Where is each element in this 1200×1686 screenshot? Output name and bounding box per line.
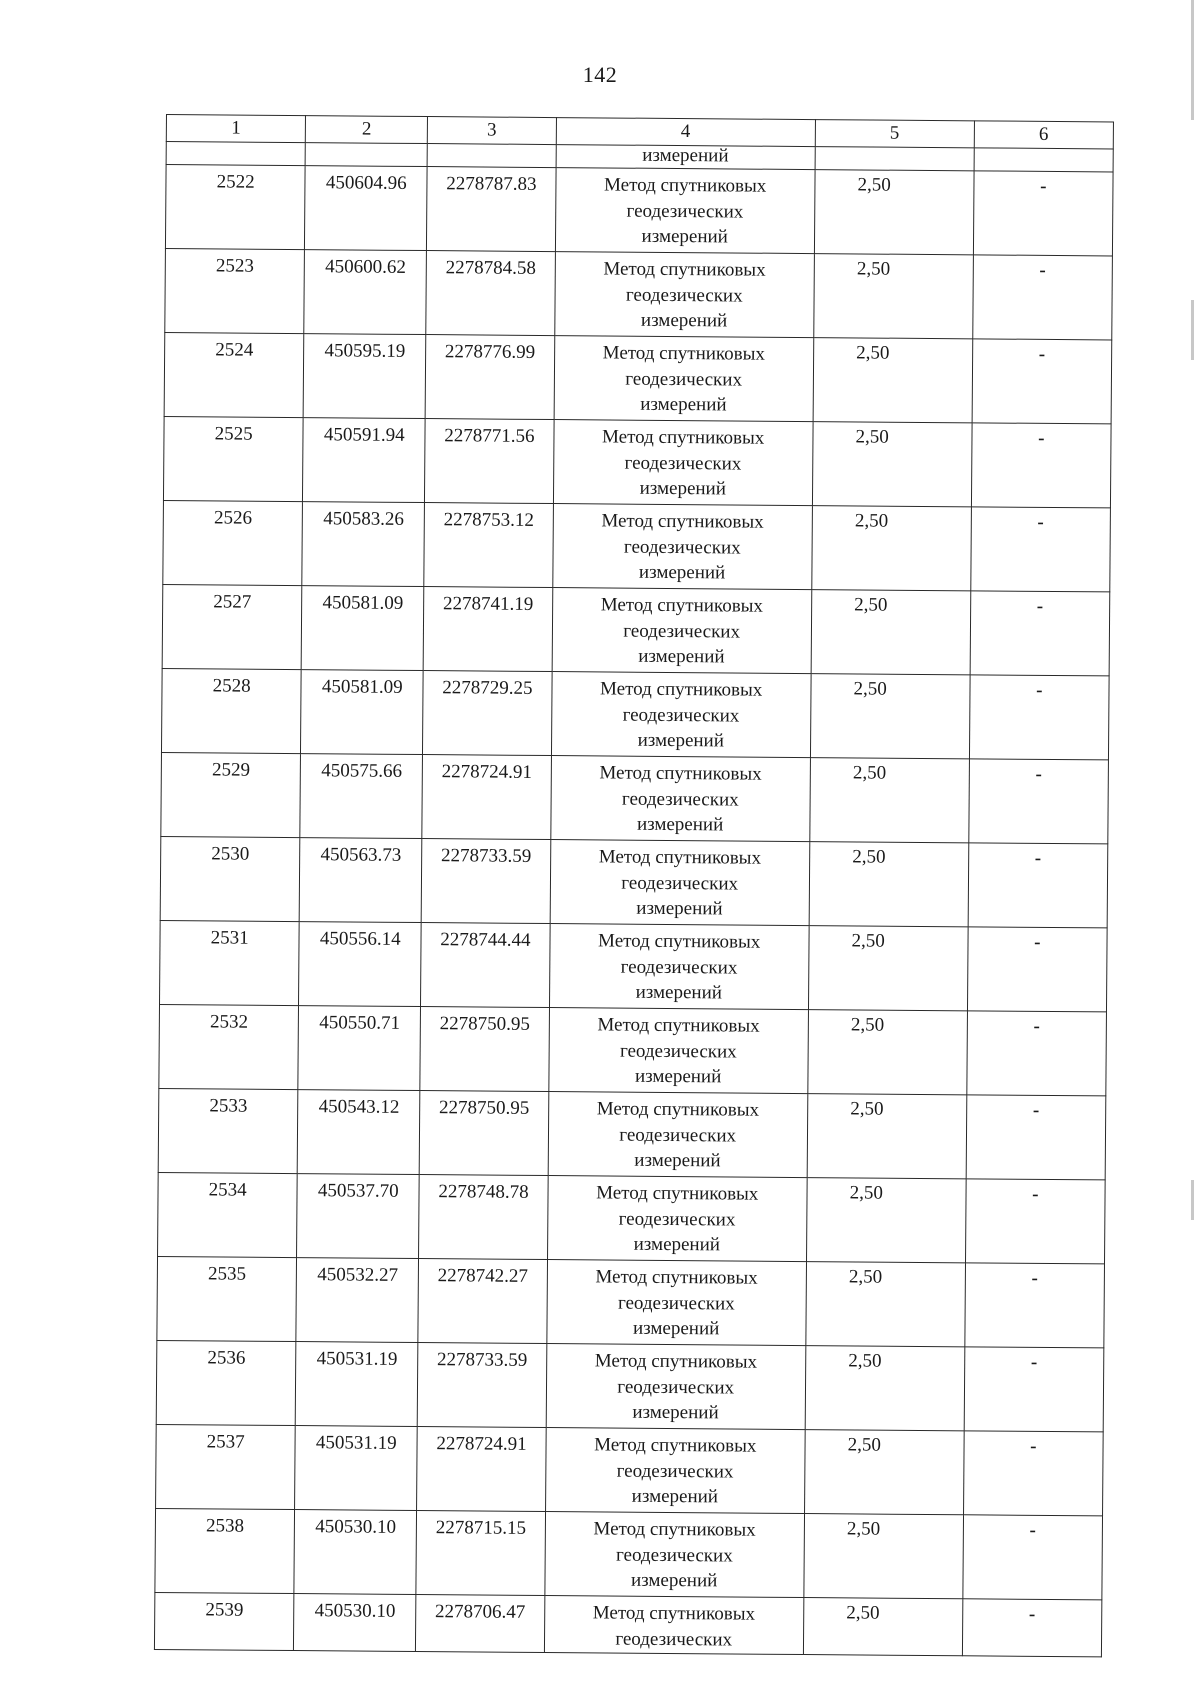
note-cell: - (962, 1599, 1102, 1657)
accuracy-cell: 2,50 (812, 506, 972, 591)
method-cell (544, 1596, 804, 1655)
y-coordinate-cell: 2278776.99 (425, 335, 554, 420)
table-row (158, 1172, 1106, 1263)
method-line: Метод спутниковых (599, 762, 762, 785)
x-coordinate-cell: 450537.70 (297, 1174, 420, 1259)
accuracy-cell: 2,50 (805, 1346, 965, 1431)
method-cell (547, 1176, 807, 1262)
y-coordinate-cell: 2278750.95 (419, 1091, 548, 1176)
note-cell: - (965, 1179, 1105, 1264)
method-line: Метод спутниковых (600, 594, 764, 617)
method-cell-tail: измерений (556, 145, 815, 170)
method-line: измерений (631, 1485, 719, 1508)
note-cell: - (964, 1347, 1104, 1432)
table-row (157, 1256, 1105, 1347)
y-coordinate-cell: 2278715.15 (416, 1511, 545, 1596)
accuracy-cell: 2,50 (806, 1262, 966, 1347)
method-cell (554, 336, 814, 422)
note-cell: - (968, 843, 1108, 928)
point-number-cell: 2538 (155, 1508, 295, 1593)
table-row (156, 1424, 1104, 1515)
method-line: Метод спутниковых (596, 1098, 760, 1121)
method-line: измерений (634, 1149, 721, 1172)
header-cell: 6 (974, 121, 1114, 149)
method-line: Метод спутниковых (598, 846, 762, 869)
method-line: Метод спутниковых (594, 1434, 757, 1457)
accuracy-cell: 2,50 (813, 338, 973, 423)
method-line: геодезических (622, 704, 740, 727)
method-line: Метод спутниковых (601, 426, 765, 449)
scan-edge-mark (1191, 300, 1194, 360)
method-cell (551, 672, 811, 758)
coordinates-table (154, 114, 1114, 1657)
note-cell: - (963, 1515, 1103, 1600)
point-number-cell: 2524 (164, 332, 304, 417)
y-coordinate-cell: 2278784.58 (426, 251, 555, 336)
method-line: измерений (632, 1317, 720, 1340)
empty-cell (974, 148, 1114, 172)
x-coordinate-cell: 450556.14 (299, 922, 422, 1007)
point-number-cell: 2531 (160, 920, 300, 1005)
method-line: геодезических (626, 200, 744, 223)
page-number: 142 (582, 62, 618, 87)
method-line: геодезических (623, 620, 741, 643)
x-coordinate-cell: 450595.19 (303, 334, 426, 419)
note-cell: - (970, 591, 1110, 676)
method-line: геодезических (616, 1460, 734, 1482)
method-line: измерений (636, 813, 724, 836)
method-line: измерений (636, 897, 723, 920)
table-row (165, 248, 1113, 339)
y-coordinate-cell: 2278748.78 (419, 1175, 548, 1260)
header-cell: 2 (306, 116, 428, 144)
table-row (155, 1508, 1103, 1599)
method-line: измерений (635, 981, 723, 1004)
method-cell (546, 1344, 806, 1430)
accuracy-cell: 2,50 (806, 1178, 966, 1263)
note-cell: - (966, 1095, 1106, 1180)
method-cell (554, 252, 814, 338)
table-row (165, 165, 1113, 256)
y-coordinate-cell: 2278733.59 (417, 1343, 546, 1428)
point-number-cell: 2530 (160, 836, 300, 921)
method-cell (549, 924, 809, 1010)
method-cell (547, 1260, 807, 1346)
x-coordinate-cell: 450530.10 (294, 1594, 416, 1652)
note-cell: - (972, 339, 1112, 424)
header-cell: 4 (556, 118, 815, 147)
x-coordinate-cell: 450531.19 (295, 1426, 418, 1511)
x-coordinate-cell: 450600.62 (304, 250, 427, 335)
method-cell (548, 1092, 808, 1178)
method-line: измерений (634, 1065, 722, 1088)
method-line: Метод спутниковых (593, 1518, 756, 1541)
method-cell (550, 840, 810, 926)
method-line: геодезических (615, 1628, 733, 1650)
table-row (163, 416, 1111, 507)
method-line: Метод спутниковых (594, 1350, 758, 1373)
method-line: геодезических (624, 452, 742, 475)
accuracy-cell: 2,50 (808, 1010, 968, 1095)
method-line: измерений (638, 645, 725, 668)
method-line: Метод спутниковых (601, 510, 764, 533)
accuracy-cell: 2,50 (810, 674, 970, 759)
y-coordinate-cell: 2278744.44 (421, 923, 550, 1008)
method-line: измерений (639, 477, 727, 500)
header-cell: 3 (428, 117, 557, 145)
note-cell: - (972, 255, 1112, 340)
method-line: геодезических (619, 1124, 737, 1147)
method-line: Метод спутниковых (602, 342, 766, 365)
y-coordinate-cell: 2278724.91 (417, 1427, 546, 1512)
point-number-cell: 2532 (159, 1004, 299, 1089)
method-line: геодезических (618, 1208, 736, 1231)
y-coordinate-cell: 2278741.19 (423, 587, 552, 672)
method-line: геодезических (620, 956, 738, 979)
accuracy-cell: 2,50 (807, 1094, 967, 1179)
x-coordinate-cell: 450563.73 (299, 838, 422, 923)
method-cell (553, 420, 813, 506)
method-cell (545, 1428, 805, 1514)
x-coordinate-cell: 450604.96 (305, 166, 428, 251)
y-coordinate-cell: 2278724.91 (422, 755, 551, 840)
table-row (159, 1004, 1107, 1095)
accuracy-cell: 2,50 (808, 926, 968, 1011)
empty-cell (166, 142, 306, 166)
y-coordinate-cell: 2278706.47 (416, 1595, 545, 1653)
accuracy-cell: 2,50 (804, 1430, 964, 1515)
point-number-cell: 2525 (163, 416, 303, 501)
point-number-cell: 2528 (161, 668, 301, 753)
method-line: измерений (641, 225, 728, 248)
x-coordinate-cell: 450543.12 (298, 1090, 421, 1175)
method-line: Метод спутниковых (598, 930, 761, 953)
note-cell: - (964, 1263, 1104, 1348)
x-coordinate-cell: 450583.26 (302, 502, 425, 587)
note-cell: - (966, 1011, 1106, 1096)
table-row (164, 332, 1112, 423)
point-number-cell: 2537 (156, 1424, 296, 1509)
x-coordinate-cell: 450591.94 (303, 418, 426, 503)
scan-edge-mark (1191, 0, 1194, 120)
point-number-cell: 2527 (162, 584, 302, 669)
table-row (163, 500, 1111, 591)
point-number-cell: 2523 (165, 248, 305, 333)
note-cell: - (969, 675, 1109, 760)
point-number-cell: 2533 (158, 1088, 298, 1173)
method-line: Метод спутниковых (603, 174, 767, 197)
method-line: измерений (630, 1569, 718, 1592)
accuracy-cell: 2,50 (804, 1514, 964, 1599)
method-line: геодезических (615, 1544, 733, 1566)
x-coordinate-cell: 450530.10 (294, 1510, 417, 1595)
method-line: измерений (640, 309, 728, 332)
method-line: измерений (632, 1401, 719, 1424)
y-coordinate-cell: 2278733.59 (421, 839, 550, 924)
accuracy-cell: 2,50 (809, 842, 969, 927)
accuracy-cell: 2,50 (811, 590, 971, 675)
note-cell: - (967, 927, 1107, 1012)
method-line: Метод спутниковых (595, 1266, 758, 1289)
point-number-cell: 2534 (158, 1172, 298, 1257)
accuracy-cell: 2,50 (814, 170, 974, 255)
scan-edge-mark (1191, 1180, 1194, 1220)
x-coordinate-cell: 450531.19 (296, 1342, 419, 1427)
method-line: Метод спутниковых (596, 1182, 759, 1205)
method-line: измерений (638, 561, 726, 584)
coordinates-table-wrapper (154, 114, 1114, 1657)
header-cell: 5 (815, 120, 974, 148)
y-coordinate-cell: 2278742.27 (418, 1259, 547, 1344)
method-line: геодезических (617, 1292, 735, 1315)
method-line: геодезических (623, 536, 741, 559)
y-coordinate-cell: 2278787.83 (427, 167, 556, 252)
table-row (161, 752, 1109, 843)
method-cell (549, 1008, 809, 1094)
method-line: геодезических (625, 284, 743, 307)
x-coordinate-cell: 450581.09 (301, 670, 424, 755)
method-line: измерений (633, 1233, 721, 1256)
note-cell: - (968, 759, 1108, 844)
note-cell: - (971, 423, 1111, 508)
method-cell (550, 756, 810, 842)
empty-cell (305, 143, 427, 167)
table-row (154, 1592, 1101, 1656)
y-coordinate-cell: 2278729.25 (423, 671, 552, 756)
accuracy-cell: 2,50 (812, 422, 972, 507)
y-coordinate-cell: 2278750.95 (420, 1007, 549, 1092)
table-row (158, 1088, 1106, 1179)
accuracy-cell: 2,50 (810, 758, 970, 843)
note-cell: - (970, 507, 1110, 592)
accuracy-cell: 2,50 (803, 1598, 962, 1656)
method-line: Метод спутниковых (603, 258, 766, 281)
x-coordinate-cell: 450581.09 (301, 586, 424, 671)
method-line: геодезических (619, 1040, 737, 1063)
empty-cell (815, 147, 974, 171)
note-cell: - (973, 171, 1113, 256)
x-coordinate-cell: 450532.27 (296, 1258, 419, 1343)
header-cell: 1 (166, 115, 306, 143)
point-number-cell: 2526 (163, 500, 303, 585)
x-coordinate-cell: 450550.71 (298, 1006, 421, 1091)
method-line: измерений (637, 729, 725, 752)
method-line: Метод спутниковых (599, 678, 763, 701)
method-line: геодезических (621, 872, 739, 895)
empty-cell (427, 144, 556, 168)
method-cell (552, 588, 812, 674)
method-line: измерений (640, 393, 727, 416)
method-line: геодезических (617, 1376, 735, 1399)
method-cell (555, 168, 815, 254)
accuracy-cell: 2,50 (813, 254, 973, 339)
method-cell (552, 504, 812, 590)
point-number-cell: 2536 (156, 1340, 296, 1425)
method-cell (545, 1512, 805, 1598)
point-number-cell: 2535 (157, 1256, 297, 1341)
method-line: геодезических (621, 788, 739, 811)
point-number-cell: 2539 (154, 1592, 294, 1650)
table-row (156, 1340, 1104, 1431)
method-line: Метод спутниковых (597, 1014, 760, 1037)
table-row (162, 584, 1110, 675)
y-coordinate-cell: 2278771.56 (425, 419, 554, 504)
note-cell: - (963, 1431, 1103, 1516)
x-coordinate-cell: 450575.66 (300, 754, 423, 839)
table-row (161, 668, 1109, 759)
method-line: Метод спутниковых (592, 1602, 756, 1625)
table-row (160, 920, 1108, 1011)
method-line: геодезических (625, 368, 743, 391)
table-row (160, 836, 1108, 927)
y-coordinate-cell: 2278753.12 (424, 503, 553, 588)
point-number-cell: 2529 (161, 752, 301, 837)
point-number-cell: 2522 (165, 165, 305, 250)
